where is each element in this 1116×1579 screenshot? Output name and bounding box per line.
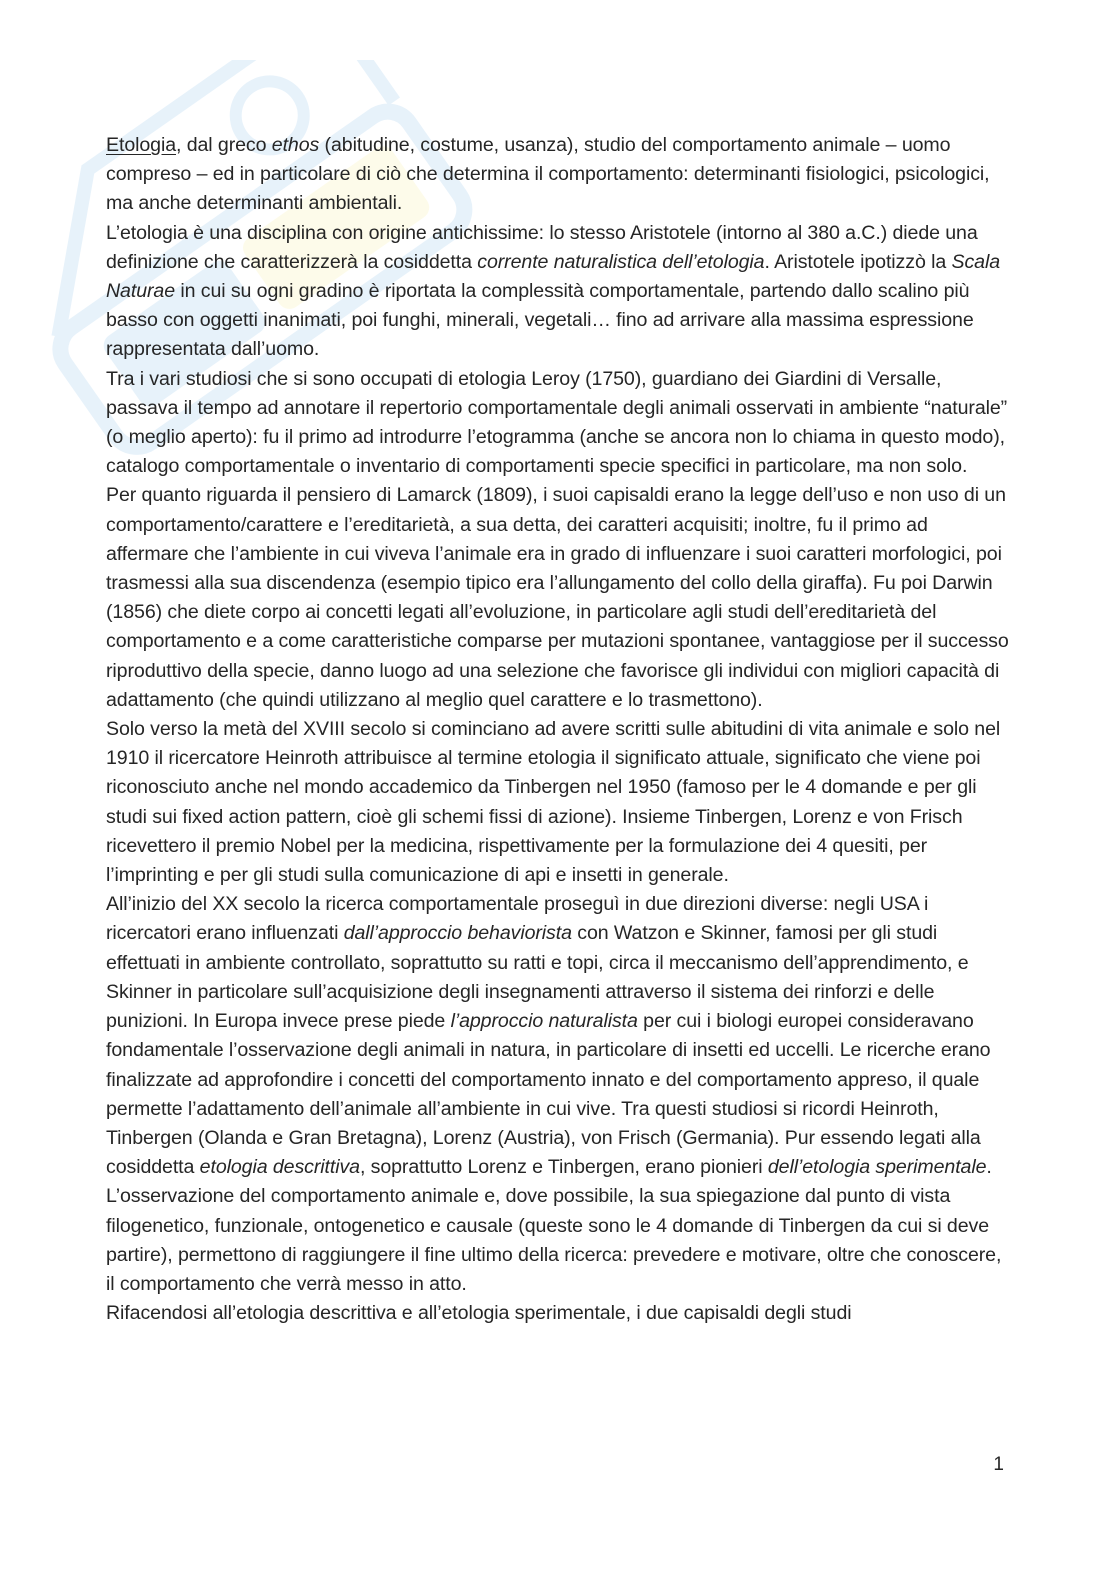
paragraph <box>106 365 1011 482</box>
text-run: All’inizio del XX secolo la ricerca comportamentale proseguì in due direzioni diverse: negli USA i ricercatori erano influenzati <box>106 893 929 945</box>
paragraph <box>106 481 1011 715</box>
page-number: 1 <box>993 1454 1004 1475</box>
underlined-term: Etologia <box>106 134 177 156</box>
italic-run: Scala Naturae <box>106 250 1000 303</box>
paragraph <box>106 219 1011 365</box>
document-body <box>106 131 1011 1328</box>
text-run: Per quanto riguarda il pensiero di Lamarck (1809), i suoi capisaldi erano la legge dell’uso e non uso di un comportamento/carattere e l’ereditarietà, a sua detta, dei caratteri acquisiti; inoltre, fu il primo ad affermare che l’ambiente in cui viveva l’animale era in grado di influenzare i suoi caratteri morfologici, poi trasmessi alla sua discendenza (esempio tipico era l’allungamento del collo della giraffa). Fu poi Darwin (1856) che diete corpo ai concetti legati all’evoluzione, in particolare agli studi dell’ereditarietà del comportamento e a come caratteristiche comparse per mutazioni spontanee, vantaggiose per il successo riproduttivo della specie, danno luogo ad una selezione che favorisce gli individui con migliori capacità di adattamento (che quindi utilizzano al meglio quel carattere e lo trasmettono). <box>106 484 1009 711</box>
text-run: . <box>986 1156 992 1179</box>
text-run: . Aristotele ipotizzò la <box>764 250 952 273</box>
text-run: Rifacendosi all’etologia descrittiva e all’etologia sperimentale, i due capisaldi degli studi <box>106 1302 852 1325</box>
text-run: per cui i biologi europei consideravano fondamentale l’osservazione degli animali in natura, in particolare di insetti ed uccelli. Le ricerche erano finalizzate ad approfondire i concetti del comportamento innato e del comportamento appreso, il quale permette l’adattamento dell’animale all’ambiente in cui vive. Tra questi studiosi si ricordi Heinroth, Tinbergen (Olanda e Gran Bretagna), Lorenz (Austria), von Frisch (Germania). Pur essendo legati alla cosiddetta <box>106 1010 991 1179</box>
italic-run: dell’etologia sperimentale <box>767 1156 987 1179</box>
text-run: L’osservazione del comportamento animale e, dove possibile, la sua spiegazione dal punto di vista filogenetico, funzionale, ontogenetico e causale (queste sono le 4 domande di Tinbergen da cui si deve partire), permettono di raggiungere il fine ultimo della ricerca: prevedere e motivare, oltre che conoscere, il comportamento che verrà messo in atto. <box>106 1185 1002 1295</box>
paragraph <box>106 1182 1011 1299</box>
paragraph <box>106 890 1011 1182</box>
text-run: (abitudine, costume, usanza), studio del comportamento animale – uomo compreso – ed in particolare di ciò che determina il comportamento: determinanti fisiologici, psicologici, ma anche determinanti ambientali. <box>106 134 990 215</box>
paragraph <box>106 131 1011 219</box>
italic-run: etologia descrittiva <box>199 1156 360 1179</box>
text-run: in cui su ogni gradino è riportata la complessità comportamentale, partendo dallo scalino più basso con oggetti inanimati, poi funghi, minerali, vegetali… fino ad arrivare alla massima espressione rappresentata dall’uomo. <box>106 280 974 361</box>
text-run: L’etologia è una disciplina con origine antichissime: lo stesso Aristotele (intorno al 380 a.C.) diede una definizione che caratterizzerà la cosiddetta <box>106 221 978 273</box>
text-run: Tra i vari studiosi che si sono occupati di etologia Leroy (1750), guardiano dei Giardini di Versalle, passava il tempo ad annotare il repertorio comportamentale degli animali osservati in ambiente “naturale” (o meglio aperto): fu il primo ad introdurre l’etogramma (anche se ancora non lo chiama in questo modo), catalogo comportamentale o inventario di comportamenti specie specifici in particolare, ma non solo. <box>106 367 1008 478</box>
paragraph <box>106 715 1011 890</box>
paragraph <box>106 1299 1011 1328</box>
italic-run: l’approccio naturalista <box>450 1010 638 1033</box>
text-run: , soprattutto Lorenz e Tinbergen, erano pionieri <box>359 1156 768 1179</box>
text-run: con Watzon e Skinner, famosi per gli studi effettuati in ambiente controllato, soprattutto su ratti e topi, circa il meccanismo dell’apprendimento, e Skinner in particolare sull’acquisizione degli insegnamenti attraverso il sistema dei rinforzi e delle punizioni. In Europa invece prese piede <box>106 922 969 1033</box>
italic-run: dall’approccio behaviorista <box>343 922 572 945</box>
text-run: Solo verso la metà del XVIII secolo si cominciano ad avere scritti sulle abitudini di vita animale e solo nel 1910 il ricercatore Heinroth attribuisce al termine etologia il significato attuale, significato che viene poi riconosciuto anche nel mondo accademico da Tinbergen nel 1950 (famoso per le 4 domande e per gli studi sui fixed action pattern, cioè gli schemi fissi di azione). Insieme Tinbergen, Lorenz e von Frisch ricevettero il premio Nobel per la medicina, rispettivamente per la formulazione dei 4 quesiti, per l’imprinting e per gli studi sulla comunicazione di api e insetti in generale. <box>106 718 1001 887</box>
italic-run: corrente naturalistica dell’etologia <box>477 250 765 273</box>
italic-run: ethos <box>271 134 320 156</box>
text-run: , dal greco <box>176 134 272 156</box>
